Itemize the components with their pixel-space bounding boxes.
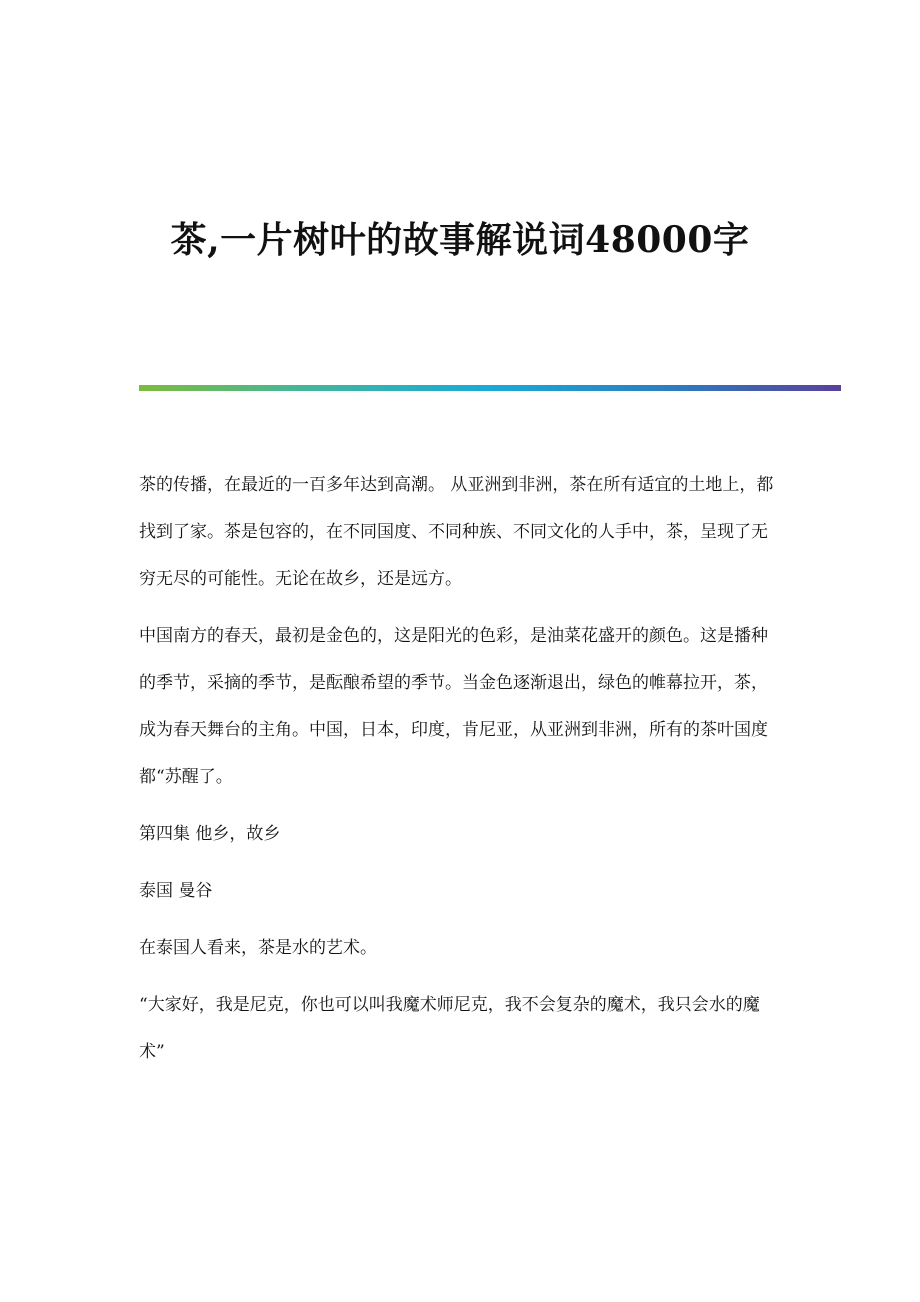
episode-heading: 第四集 他乡，故乡 — [139, 824, 281, 844]
paragraph-quote: “大家好，我是尼克，你也可以叫我魔术师尼克，我不会复杂的魔术，我只会水的魔术” — [139, 995, 760, 1062]
paragraph-thai-view: 在泰国人看来，茶是水的艺术。 — [139, 938, 377, 958]
paragraph-tea-spread: 茶的传播，在最近的一百多年达到高潮。 从亚洲到非洲，茶在所有适宜的土地上，都找到了家。茶是包容的，在不同国度、不同种族、不同文化的人手中，茶，呈现了无穷无尽的可能性。无论在故乡，还是远方。 — [139, 475, 774, 589]
title-divider — [139, 385, 841, 391]
location-heading: 泰国 曼谷 — [139, 881, 213, 901]
paragraph-spring: 中国南方的春天，最初是金色的，这是阳光的色彩，是油菜花盛开的颜色。这是播种的季节，采摘的季节，是酝酿希望的季节。当金色逐渐退出，绿色的帷幕拉开，茶，成为春天舞台的主角。中国，日本，印度，肯尼亚，从亚洲到非洲，所有的茶叶国度都“苏醒了。 — [139, 626, 768, 787]
document-body — [139, 462, 779, 1086]
document-title: 茶,一片树叶的故事解说词48000字 — [170, 219, 750, 261]
